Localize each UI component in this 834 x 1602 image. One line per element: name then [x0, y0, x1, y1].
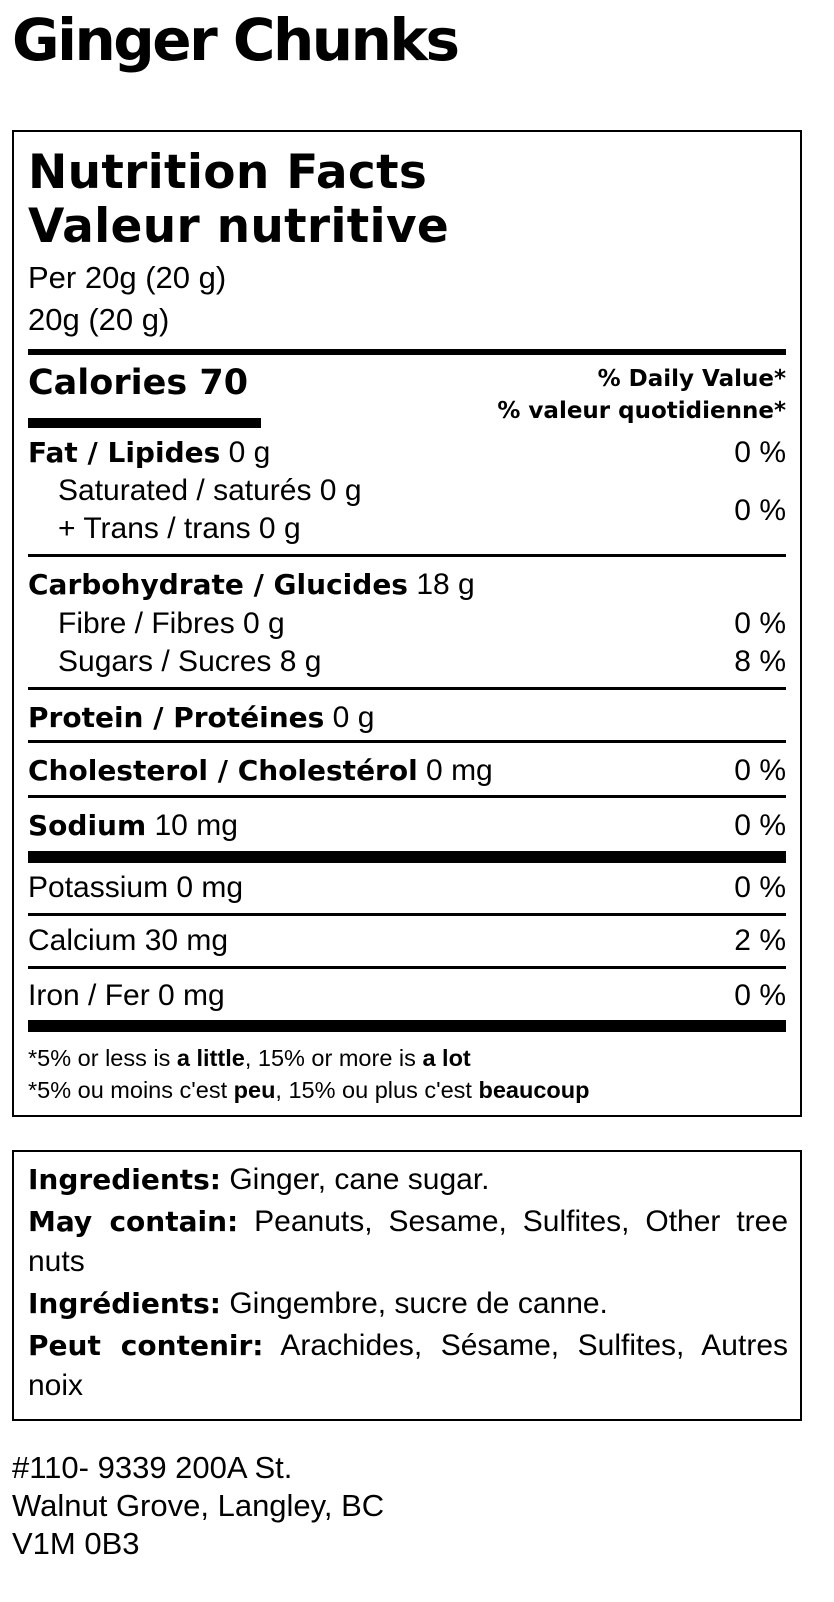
protein-row	[28, 699, 374, 737]
cholesterol-amount: 0 mg	[426, 754, 493, 787]
divider	[28, 795, 786, 798]
ingredients-panel	[12, 1150, 802, 1421]
sodium-row	[28, 807, 238, 845]
calories-row	[28, 360, 248, 406]
iron-dv: 0 %	[734, 979, 786, 1012]
saturated-trans-dv: 0 %	[734, 494, 786, 527]
ingredients-fr-label: Ingrédients:	[28, 1287, 222, 1320]
may-contain	[28, 1202, 788, 1282]
potassium-dv: 0 %	[734, 871, 786, 904]
potassium-row: Potassium 0 mg	[28, 871, 244, 904]
sodium-dv: 0 %	[734, 809, 786, 842]
footnote-fr	[28, 1074, 589, 1106]
calcium-dv: 2 %	[734, 924, 786, 957]
fibre-dv: 0 %	[734, 607, 786, 640]
calories-underline	[28, 418, 261, 428]
divider	[28, 966, 786, 969]
carbohydrate-label: Carbohydrate / Glucides	[28, 568, 408, 601]
fat-row	[28, 434, 270, 472]
footnote-text: *5% ou moins c'est	[28, 1077, 234, 1103]
footnote-emphasis: a little	[176, 1045, 245, 1071]
fat-dv: 0 %	[734, 436, 786, 469]
divider	[28, 913, 786, 916]
fat-amount: 0 g	[228, 436, 271, 469]
address-line: Walnut Grove, Langley, BC	[12, 1488, 385, 1523]
divider	[28, 740, 786, 743]
footnote-emphasis: peu	[233, 1077, 276, 1103]
thick-divider	[28, 851, 786, 863]
daily-value-header-fr: % valeur quotidienne*	[497, 398, 786, 424]
serving-size-line1: Per 20g (20 g)	[28, 260, 227, 295]
product-title: Ginger Chunks	[12, 6, 458, 74]
carbohydrate-amount: 18 g	[416, 568, 475, 601]
ingredients-en	[28, 1160, 788, 1200]
ingredients-en-label: Ingredients:	[28, 1163, 222, 1196]
cholesterol-dv: 0 %	[734, 754, 786, 787]
address-block	[12, 1449, 384, 1563]
calories-label: Calories	[28, 363, 188, 403]
cholesterol-label: Cholesterol / Cholestérol	[28, 754, 418, 787]
sugars-dv: 8 %	[734, 645, 786, 678]
protein-label: Protein / Protéines	[28, 701, 325, 734]
peut-contenir-label: Peut contenir:	[28, 1329, 264, 1362]
saturated-row: Saturated / saturés 0 g	[58, 474, 362, 507]
sodium-label: Sodium	[28, 809, 147, 842]
may-contain-text: Peanuts, Sesame, Sulfites, Other tree nuts	[28, 1205, 789, 1278]
protein-amount: 0 g	[332, 701, 375, 734]
footnote-text: , 15% ou plus c'est	[275, 1077, 479, 1103]
fat-label: Fat / Lipides	[28, 436, 221, 469]
trans-row: + Trans / trans 0 g	[58, 512, 301, 545]
thick-divider	[28, 349, 786, 355]
footnote-text: , 15% or more is	[244, 1045, 423, 1071]
serving-size-line2: 20g (20 g)	[28, 302, 170, 337]
divider	[28, 687, 786, 690]
daily-value-header-en: % Daily Value*	[597, 366, 786, 392]
peut-contenir-text: Arachides, Sésame, Sulfites, Autres noix	[28, 1329, 788, 1402]
ingredients-fr	[28, 1284, 788, 1324]
footnote-en	[28, 1042, 471, 1074]
footnote-emphasis: beaucoup	[478, 1077, 590, 1103]
footnote-text: *5% or less is	[28, 1045, 177, 1071]
sugars-row: Sugars / Sucres 8 g	[58, 645, 322, 678]
thick-divider	[28, 1020, 786, 1032]
footnote-emphasis: a lot	[422, 1045, 471, 1071]
iron-row: Iron / Fer 0 mg	[28, 979, 225, 1012]
ingredients-en-text: Ginger, cane sugar.	[221, 1163, 490, 1196]
address-line: V1M 0B3	[12, 1526, 140, 1561]
nutrition-facts-panel	[12, 130, 802, 1117]
ingredients-fr-text: Gingembre, sucre de canne.	[221, 1287, 608, 1320]
fibre-row: Fibre / Fibres 0 g	[58, 607, 285, 640]
carbohydrate-row	[28, 566, 475, 604]
nutrition-title-fr: Valeur nutritive	[28, 199, 450, 254]
address-line: #110- 9339 200A St.	[12, 1450, 293, 1485]
sodium-amount: 10 mg	[154, 809, 238, 842]
calcium-row: Calcium 30 mg	[28, 924, 229, 957]
divider	[28, 554, 786, 557]
peut-contenir	[28, 1326, 788, 1406]
cholesterol-row	[28, 752, 493, 790]
nutrition-title-en: Nutrition Facts	[28, 145, 428, 200]
may-contain-label: May contain:	[28, 1205, 239, 1238]
calories-value: 70	[199, 363, 249, 403]
